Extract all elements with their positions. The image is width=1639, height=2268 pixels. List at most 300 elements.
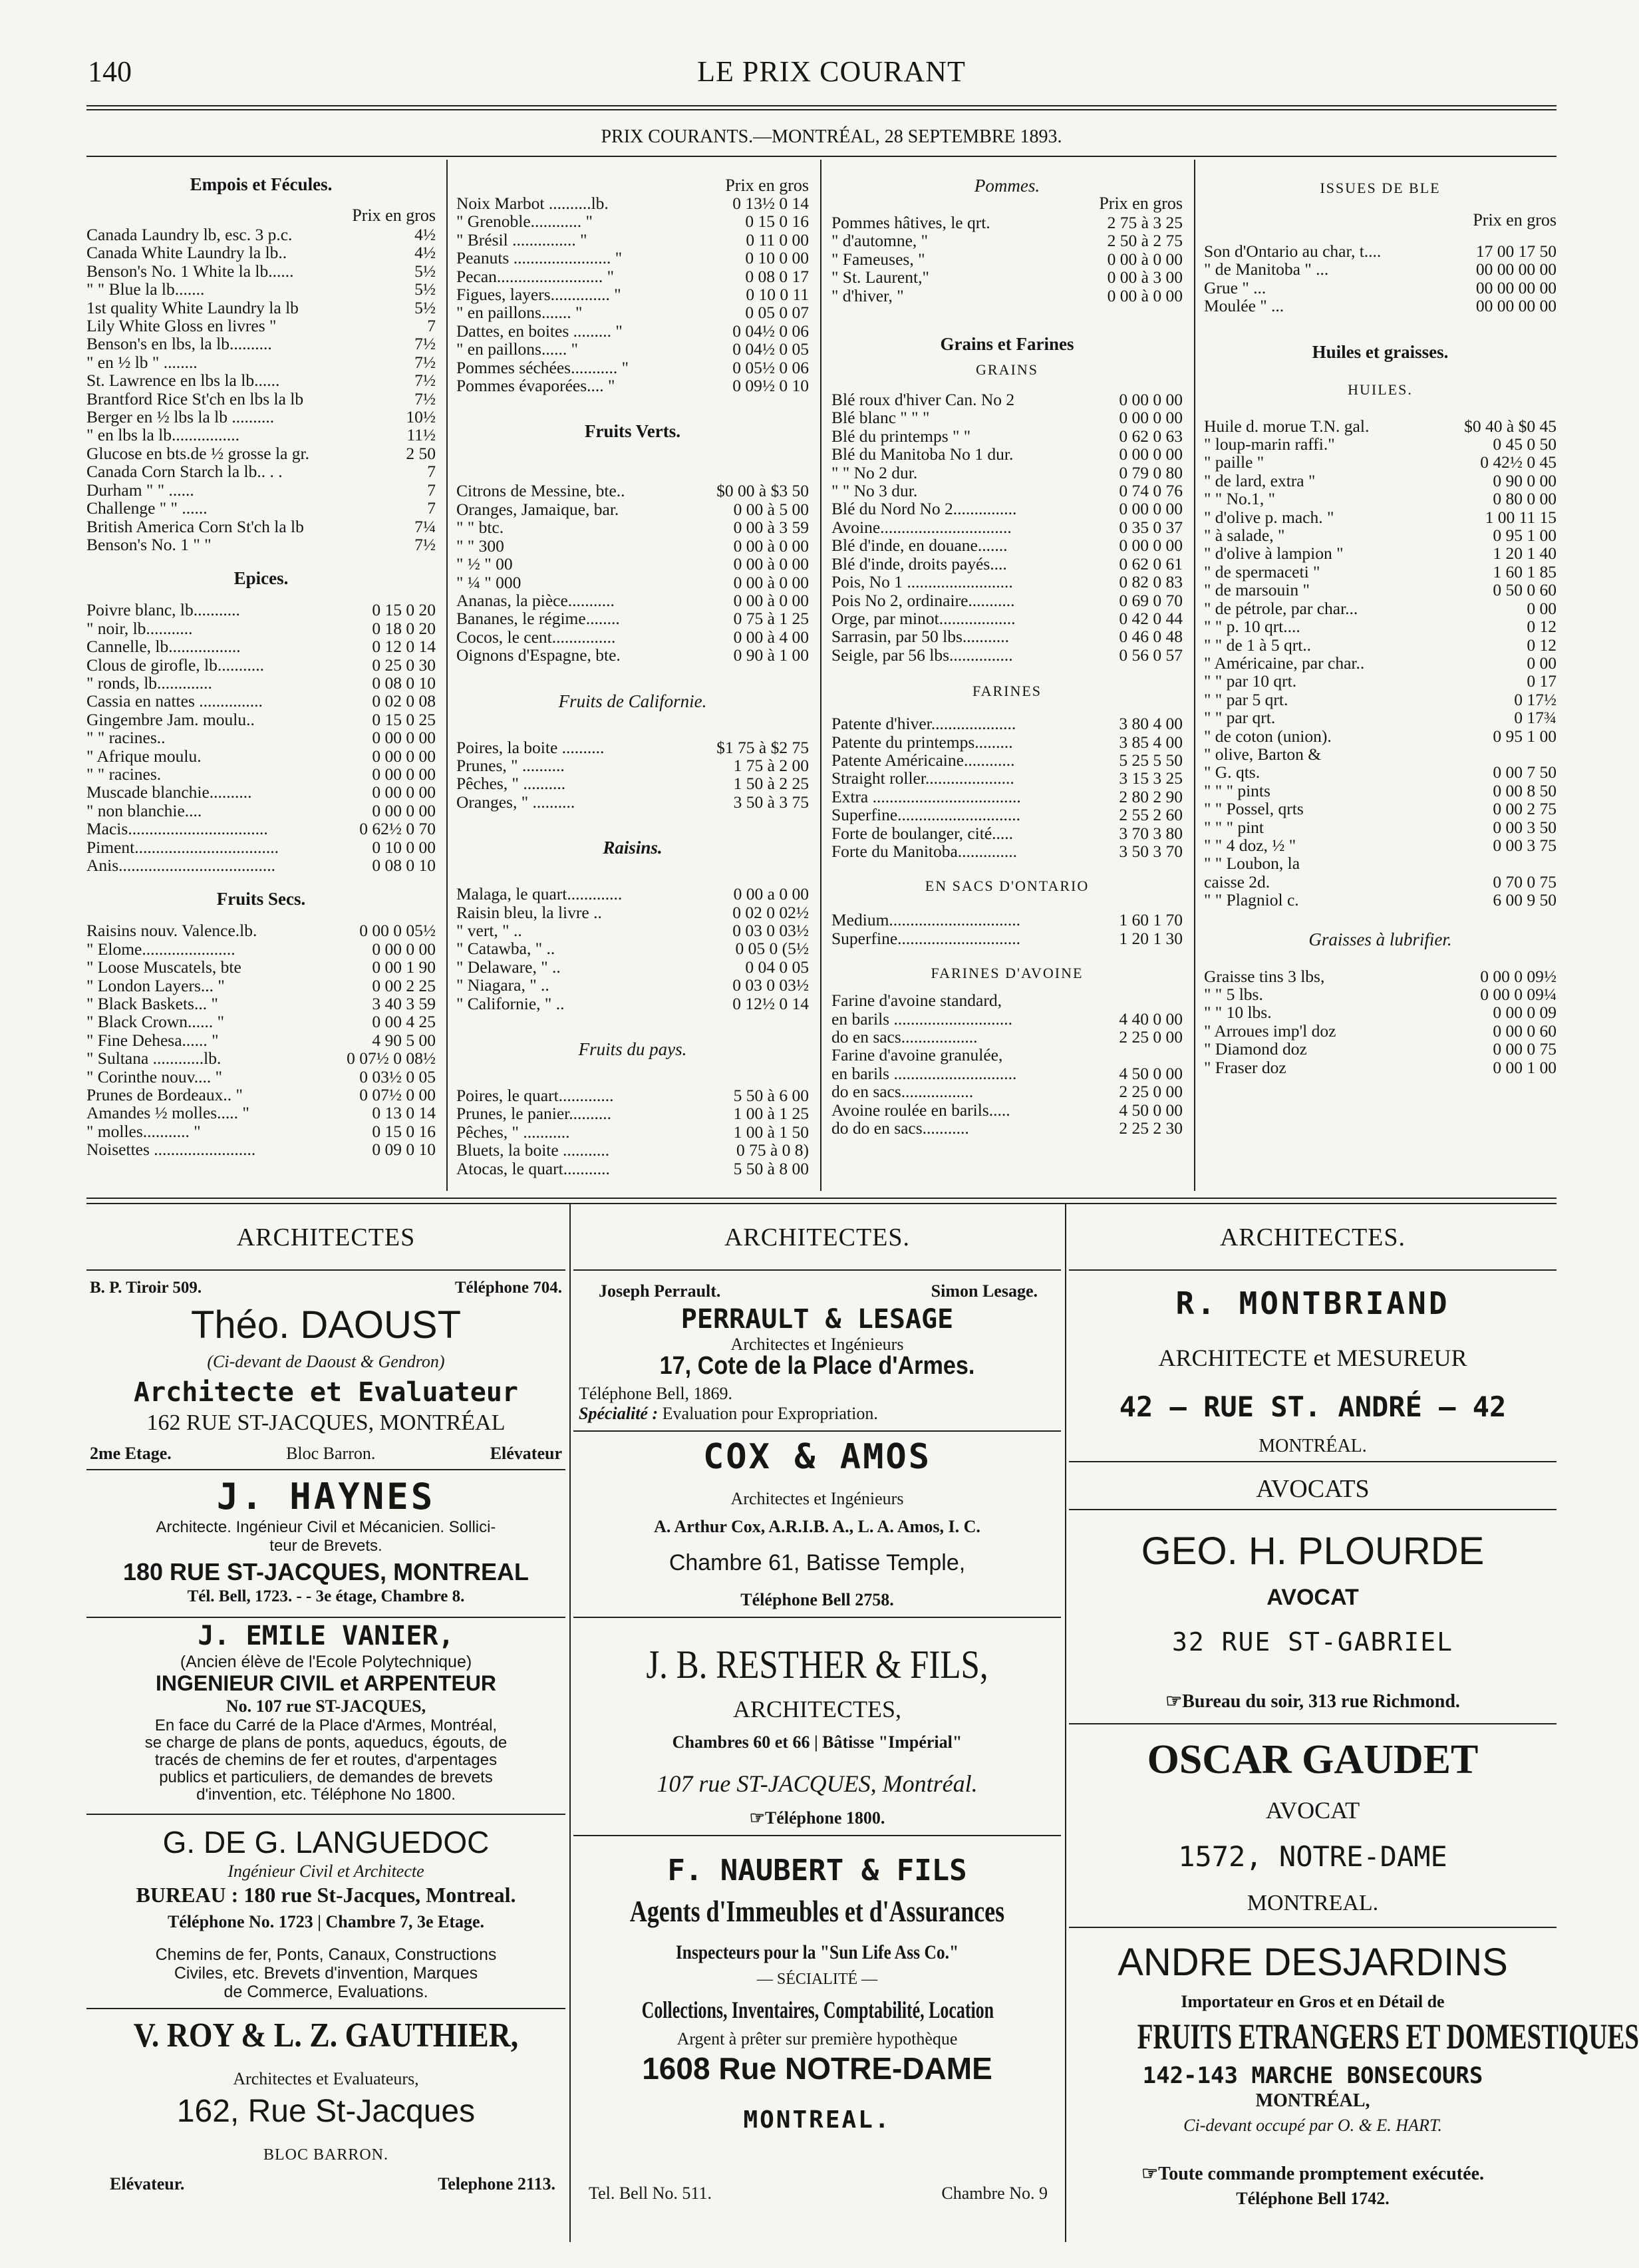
price-item-name: Benson's No. 1 " " [86,534,212,554]
price-row [86,1031,436,1049]
price-item-value: 00 00 00 00 [1475,259,1557,279]
price-item-name: Pêches, " ........... [456,1122,570,1142]
price-item-value: 0 00 0 00 [1119,390,1183,410]
price-item-value: 0 00 à 0 00 [733,554,809,574]
price-item-name: " Elome...................... [86,939,235,959]
price-row [86,977,436,995]
ad-naubert-chambre: Chambre No. 9 [941,2184,1048,2203]
price-item-value: 3 15 3 25 [1119,768,1183,788]
ad-perrault-lesage-name: PERRAULT & LESAGE [680,1304,954,1335]
price-item-value: 0 17 [1527,671,1557,691]
price-row [1204,985,1557,1003]
price-row [86,481,436,499]
price-item-value: 0 03 0 03½ [732,975,809,995]
ad-languedoc-title: Ingénieur Civil et Architecte [227,1862,424,1881]
price-item-value: 4 50 0 00 [1119,1063,1183,1083]
price-item-value: 1 00 à 1 25 [733,1104,809,1124]
price-row [86,518,436,536]
price-row [86,838,436,856]
price-row [1204,745,1557,763]
price-row [831,232,1183,249]
price-row [1204,1058,1557,1076]
price-item-value: 0 00 0 00 [372,764,436,784]
price-item-value: 0 00 à 0 00 [1107,249,1183,269]
price-row [86,262,436,280]
ad-haynes-description: Architecte. Ingénieur Civil et Mécanicien. Sollici- [156,1518,496,1536]
price-row [456,995,809,1013]
price-item-name: Patente du printemps......... [831,732,1013,752]
ad-perrault-address: 17, Cote de la Place d'Armes. [659,1352,975,1380]
ad-gaudet-title: AVOCAT [1265,1797,1360,1824]
ad-languedoc-bureau: BUREAU : 180 rue St-Jacques, Montreal. [136,1883,516,1907]
price-item-value: 2 50 à 2 75 [1107,231,1183,251]
price-item-name: Muscade blanchie.......... [86,782,252,802]
price-item-name: Prunes, le panier.......... [456,1104,611,1124]
ad-montbriand-name: R. MONTBRIAND [1175,1285,1450,1321]
price-row [1204,782,1557,800]
ads-rule-top [86,1198,1557,1199]
price-row [86,499,436,517]
price-column-4 [1204,160,1557,1076]
price-row [456,591,809,609]
section-subtitle-farines-avoine: FARINES D'AVOINE [931,965,1084,982]
section-title-fruits-californie: Fruits de Californie. [558,691,707,711]
price-list-pommes [831,214,1183,305]
ad-cox-amos-telephone: Téléphone Bell 2758. [740,1590,894,1609]
price-item-name: en barils ............................. [831,1063,1017,1083]
price-item-value: 0 00 0 09½ [1480,966,1557,986]
price-item-value: 0 69 0 70 [1119,590,1183,610]
price-item-name: Avoine............................... [831,517,1012,537]
price-row [86,317,436,335]
ad-desjardins-city: MONTRÉAL, [1255,2090,1370,2111]
ad-montbriand-address: 42 — RUE ST. ANDRÉ — 42 [1119,1390,1507,1423]
price-item-value: 0 15 0 20 [372,600,436,620]
price-item-value: 0 75 à 0 8) [736,1140,809,1160]
price-column-1 [86,160,436,1159]
price-item-value: 0 62½ 0 70 [359,819,436,839]
ad-naubert-pret: Argent à prêter sur première hypothèque [676,2029,958,2048]
price-item-value: $0 00 à $3 50 [716,481,809,501]
price-item-value: 2 25 0 00 [1119,1082,1183,1102]
price-item-name: " ½ " 00 [456,554,513,574]
price-row [86,802,436,820]
price-row [1204,691,1557,709]
price-list-fruits-pays [456,1086,809,1178]
subtitle-rule [86,156,1557,157]
price-item-value: 0 00 4 25 [372,1012,436,1032]
price-item-value: 0 00 à 0 00 [733,572,809,592]
price-item-value: 2 55 2 60 [1119,805,1183,825]
prix-en-gros-label: Prix en gros [1473,210,1557,230]
ad-desjardins-fruits: FRUITS ETRANGERS ET DOMESTIQUES [1137,2017,1639,2056]
price-item-value: 3 40 3 59 [372,994,436,1014]
price-item-name: Benson's en lbs, la lb.......... [86,334,272,354]
price-item-value: 3 70 3 80 [1119,823,1183,843]
ad-daoust-bottom-row [90,1444,562,1464]
ad-languedoc-name: G. DE G. LANGUEDOC [162,1825,490,1860]
price-item-name: " de pétrole, par char... [1204,598,1358,618]
price-item-name: Moulée " ... [1204,296,1284,316]
price-row [456,285,809,303]
price-item-value: 7½ [414,389,436,408]
section-title-issues-de-ble: ISSUES DE BLE [1320,180,1441,196]
price-item-value: 00 00 00 00 [1475,296,1557,316]
price-item-value: 0 07½ 0 00 [359,1085,436,1105]
price-item-value: 0 75 à 1 25 [733,609,809,629]
price-item-name: Lily White Gloss en livres " [86,316,277,336]
price-item-value: 0 00 1 90 [372,957,436,977]
ad-daoust-title: Architecte et Evaluateur [134,1377,518,1408]
price-row [1204,544,1557,562]
price-item-value: 0 00 à 0 00 [733,536,809,556]
ad-divider [86,1469,565,1470]
price-item-value: 11½ [406,425,436,445]
price-row [86,747,436,765]
price-row [831,824,1183,842]
price-row [456,555,809,573]
price-row [456,1104,809,1122]
price-item-name: " Arroues imp'l doz [1204,1021,1336,1041]
price-item-value: 1 00 à 1 50 [733,1122,809,1142]
price-item-value: 0 25 0 30 [372,655,436,675]
price-item-value: 0 42 0 44 [1119,608,1183,628]
price-item-value: 0 08 0 17 [745,266,809,286]
price-item-value: 5½ [414,279,436,299]
price-item-value: 0 50 0 60 [1493,580,1557,600]
price-item-name: Orge, par minot.................. [831,608,1016,628]
price-item-value: 0 00 2 25 [372,975,436,995]
ad-resther-telephone: ☞Téléphone 1800. [749,1808,885,1828]
price-item-name: Gingembre Jam. moulu.. [86,709,255,729]
price-col-divider-1 [446,160,448,1191]
price-item-value: 0 09 0 10 [372,1140,436,1160]
price-item-name: Farine d'avoine standard, [831,991,1002,1011]
price-row [86,1122,436,1140]
ad-vanier-name: J. EMILE VANIER, [198,1621,454,1651]
page-subtitle: PRIX COURANTS.—MONTRÉAL, 28 SEPTEMBRE 1893. [601,126,1062,147]
section-title-fruits-pays: Fruits du pays. [578,1039,687,1059]
price-item-name: Piment.................................. [86,837,279,857]
ad-divider [1069,1461,1557,1462]
price-item-name: 1st quality White Laundry la lb [86,297,299,317]
price-item-value: 0 02 0 02½ [732,902,809,922]
price-item-name: Son d'Ontario au char, t.... [1204,242,1382,261]
price-item-value: 0 70 0 75 [1493,872,1557,891]
price-row [456,322,809,340]
price-item-name: do do en sacs........... [831,1118,969,1138]
price-item-name: Blé roux d'hiver Can. No 2 [831,390,1015,410]
price-item-name: Amandes ½ molles..... " [86,1103,249,1123]
ad-daoust-telephone: Téléphone 704. [454,1279,562,1297]
price-item-name: Raisins nouv. Valence.lb. [86,921,257,941]
ad-naubert-address: 1608 Rue NOTRE-DAME [642,2051,992,2086]
price-item-name: " " No.1, " [1204,489,1276,509]
price-item-value: 0 00 0 09 [1493,1003,1557,1023]
price-item-value: 0 00 0 00 [372,746,436,766]
price-item-name: " Corinthe nouv.... " [86,1066,223,1086]
ad-naubert-inspecteurs: Inspecteurs pour la "Sun Life Ass Co." [675,1941,959,1963]
price-item-name: " Fraser doz [1204,1057,1286,1077]
price-row [1204,654,1557,672]
price-item-name: Forte du Manitoba.............. [831,841,1018,861]
ad-vanier-line-5: d'invention, etc. Téléphone No 1800. [196,1786,456,1804]
ad-montbriand-title: ARCHITECTE et MESUREUR [1158,1345,1467,1371]
price-item-value: 1 00 11 15 [1485,507,1557,527]
price-item-name: " " racines.. [86,728,166,748]
section-title-fruits-secs: Fruits Secs. [216,889,306,909]
price-item-name: Blé blanc " " " [831,408,930,428]
price-item-value: 4 40 0 00 [1119,1009,1183,1029]
price-item-name: " Fine Dehesa...... " [86,1030,219,1050]
price-row [1204,709,1557,727]
price-row [1204,1040,1557,1058]
price-row [86,408,436,426]
price-item-value: 17 00 17 50 [1475,242,1557,261]
ad-perrault-telephone: Téléphone Bell, 1869. [579,1384,733,1403]
price-item-value: 0 00 0 00 [1119,536,1183,556]
price-item-name: " " Possel, qrts [1204,799,1304,819]
ad-divider [86,1617,565,1618]
price-row [86,637,436,655]
price-item-name: " " de 1 à 5 qrt.. [1204,635,1312,655]
price-item-name: Raisin bleu, la livre .. [456,902,602,922]
price-row [86,619,436,637]
price-item-value: 0 11 0 00 [746,230,809,249]
price-item-value: 4½ [414,225,436,244]
price-row [1204,490,1557,508]
price-item-value: 0 74 0 76 [1119,481,1183,501]
ad-roy-bloc: BLOC BARRON. [263,2146,389,2164]
price-row [831,445,1183,463]
price-item-value: 0 00 0 00 [1119,444,1183,464]
price-item-value: 7½ [414,334,436,354]
price-item-name: Poires, le quart............. [456,1086,614,1105]
price-row [456,793,809,811]
price-item-value: 0 00 0 00 [1119,408,1183,428]
price-item-name: Oignons d'Espagne, bte. [456,645,621,665]
price-item-name: Atocas, le quart........... [456,1158,610,1178]
price-row [86,536,436,554]
ad-haynes-description-2: teur de Brevets. [269,1537,382,1555]
price-item-value: 0 03½ 0 05 [359,1066,436,1086]
price-row [1204,563,1557,581]
price-item-value: 0 00 [1527,598,1557,618]
price-item-value: 0 15 0 25 [372,709,436,729]
price-row [86,371,436,389]
prix-en-gros-label: Prix en gros [1099,194,1183,213]
price-item-value: 0 00 0 60 [1493,1021,1557,1041]
price-list-fruits-verts [456,482,809,664]
ad-haynes-telephone: Tél. Bell, 1723. - - 3e étage, Chambre 8. [187,1587,465,1605]
price-col-divider-3 [1194,160,1195,1191]
price-item-value: 0 80 0 00 [1493,489,1557,509]
price-item-value: 7 [427,498,436,518]
price-item-name: " " btc. [456,518,504,538]
ad-desjardins-name: ANDRE DESJARDINS [1118,1941,1508,1984]
price-row [831,1028,1183,1046]
ads-heading-architectes-2: ARCHITECTES. [724,1223,911,1251]
price-item-value: 0 90 à 1 00 [733,645,809,665]
price-row [456,518,809,536]
price-item-name: " ronds, lb............. [86,673,212,693]
price-item-value: 0 04½ 0 06 [732,321,809,341]
price-item-value: 7 [427,316,436,336]
price-item-name: Noisettes ........................ [86,1140,256,1160]
price-item-value: 4 90 5 00 [372,1030,436,1050]
ad-naubert-city: MONTREAL. [743,2106,891,2134]
price-item-name: Patente Américaine............ [831,750,1015,770]
price-row [831,427,1183,445]
ad-roy-title: Architectes et Evaluateurs, [233,2069,419,2088]
price-row [831,627,1183,645]
price-column-2 [456,160,809,1178]
price-row [1204,818,1557,836]
ad-desjardins-importateur: Importateur en Gros et en Détail de [1181,1992,1445,2011]
header-rule-top-2 [86,109,1557,110]
ad-desjardins-previous: Ci-devant occupé par O. & E. HART. [1183,2116,1442,2135]
price-item-name: Huile d. morue T.N. gal. [1204,416,1370,436]
price-item-name: " de spermaceti " [1204,562,1320,581]
ad-desjardins-address: 142-143 MARCHE BONSECOURS [1142,2062,1483,2089]
price-item-name: " " 10 lbs. [1204,1003,1272,1023]
price-row [831,806,1183,824]
price-item-name: " en paillons...... " [456,339,579,359]
ad-roy-bottom-row [110,2174,555,2194]
ad-gaudet-city: MONTREAL. [1247,1891,1379,1915]
price-row [86,820,436,838]
price-item-value: 0 04 0 05 [745,957,809,977]
price-item-value: 0 00 8 50 [1493,780,1557,800]
price-item-name: Superfine............................. [831,928,1021,948]
price-item-name: " Loose Muscatels, bte [86,957,241,977]
price-item-value: 0 15 0 16 [745,212,809,232]
ad-cox-amos-name: COX & AMOS [702,1437,932,1477]
price-col-divider-2 [820,160,821,1191]
price-item-value: 0 00 0 00 [1119,499,1183,519]
price-row [1204,508,1557,526]
ads-col-divider-2 [1065,1204,1066,2242]
price-list-empois [86,226,436,554]
price-row [456,482,809,500]
price-item-name: Blé du printemps " " [831,426,971,446]
ad-vanier-line-4: publics et particuliers, de demandes de brevets [159,1768,493,1786]
ads-col-divider-1 [569,1204,571,2242]
price-item-name: Pommes hâtives, le qrt. [831,213,990,232]
ad-perrault-speciality-label: Spécialité : [579,1404,659,1423]
ad-daoust-address: 162 RUE ST-JACQUES, MONTRÉAL [146,1410,506,1435]
price-item-value: 0 08 0 10 [372,673,436,693]
price-row [86,674,436,692]
price-row [86,656,436,674]
price-item-name: " " 300 [456,536,504,556]
price-list-huiles [1204,417,1557,909]
price-item-value: 10½ [406,407,436,427]
price-row [831,1064,1183,1082]
ad-roy-elevateur: Elévateur. [110,2174,185,2193]
price-row [86,995,436,1013]
ad-daoust-elevateur: Elévateur [490,1444,562,1463]
ad-languedoc-telephone: Téléphone No. 1723 | Chambre 7, 3e Etage. [167,1912,485,1931]
price-row [831,391,1183,408]
price-item-name: Dattes, en boites ......... " [456,321,623,341]
price-row [831,842,1183,860]
price-row [456,1086,809,1104]
ads-heading-avocats: AVOCATS [1256,1475,1370,1503]
price-item-value: 0 00 7 50 [1493,762,1557,782]
price-item-name: " Niagara, " .. [456,975,549,995]
price-list-fruits-secs [86,921,436,1158]
price-row [1204,617,1557,635]
price-row [831,911,1183,929]
price-item-name: " " No 3 dur. [831,481,918,501]
price-item-name: Cocos, le cent............... [456,627,616,647]
price-item-name: " d'olive p. mach. " [1204,507,1334,527]
price-item-value: 4 50 0 00 [1119,1100,1183,1120]
price-item-name: Challenge " " ...... [86,498,208,518]
price-item-name: Cassia en nattes ............... [86,691,263,711]
price-item-value: 0 09½ 0 10 [732,376,809,396]
price-item-name: " Black Crown...... " [86,1012,225,1032]
price-row [456,249,809,267]
price-item-name: Brantford Rice St'ch en lbs la lb [86,389,304,408]
ad-roy-address: 162, Rue St-Jacques [176,2094,476,2129]
price-row [456,1160,809,1178]
ad-roy-name: V. ROY & L. Z. GAUTHIER, [133,2017,519,2054]
price-item-name: " " Plagniol c. [1204,890,1299,910]
price-item-name: Seigle, par 56 lbs............... [831,645,1013,665]
price-row [86,1013,436,1031]
price-item-name: Forte de boulanger, cité..... [831,823,1014,843]
price-item-name: Blé du Manitoba No 1 dur. [831,444,1014,464]
ads-heading-architectes-3: ARCHITECTES. [1219,1223,1406,1251]
price-item-name: " G. qts. [1204,762,1261,782]
prix-en-gros-label: Prix en gros [352,206,436,225]
price-item-value: 0 12 [1527,635,1557,655]
section-subtitle-farines: FARINES [972,683,1042,700]
price-item-value: 1 75 à 2 00 [733,755,809,775]
price-row [86,729,436,746]
price-item-value: 0 90 0 00 [1493,470,1557,490]
price-item-name: Oranges, " .......... [456,792,575,812]
section-subtitle-grains: GRAINS [976,361,1038,379]
price-item-value: $1 75 à $2 75 [716,737,809,757]
price-row [831,591,1183,609]
price-row [1204,599,1557,617]
price-row [1204,242,1557,260]
ad-daoust-name: Théo. DAOUST [190,1303,462,1347]
price-item-value: 7½ [414,352,436,372]
price-row [1204,873,1557,891]
ad-naubert-name: F. NAUBERT & FILS [667,1854,967,1887]
price-item-name: " " " pints [1204,780,1270,800]
price-row [456,537,809,555]
ad-desjardins-telephone: Téléphone Bell 1742. [1236,2189,1390,2208]
price-row [456,212,809,230]
ad-divider [86,2008,565,2009]
price-row [831,751,1183,769]
price-row [1204,472,1557,490]
ad-daoust-bloc: Bloc Barron. [286,1444,376,1463]
price-item-value: 0 03 0 03½ [732,920,809,940]
price-item-value: 0 00 à 4 00 [733,627,809,647]
ad-naubert-bottom-row [589,2184,1048,2203]
ad-divider [573,1269,1061,1271]
price-row [86,711,436,729]
price-item-name: " Afrique moulu. [86,746,202,766]
price-item-name: Peanuts ....................... " [456,248,623,268]
price-item-name: " Fameuses, " [831,249,925,269]
